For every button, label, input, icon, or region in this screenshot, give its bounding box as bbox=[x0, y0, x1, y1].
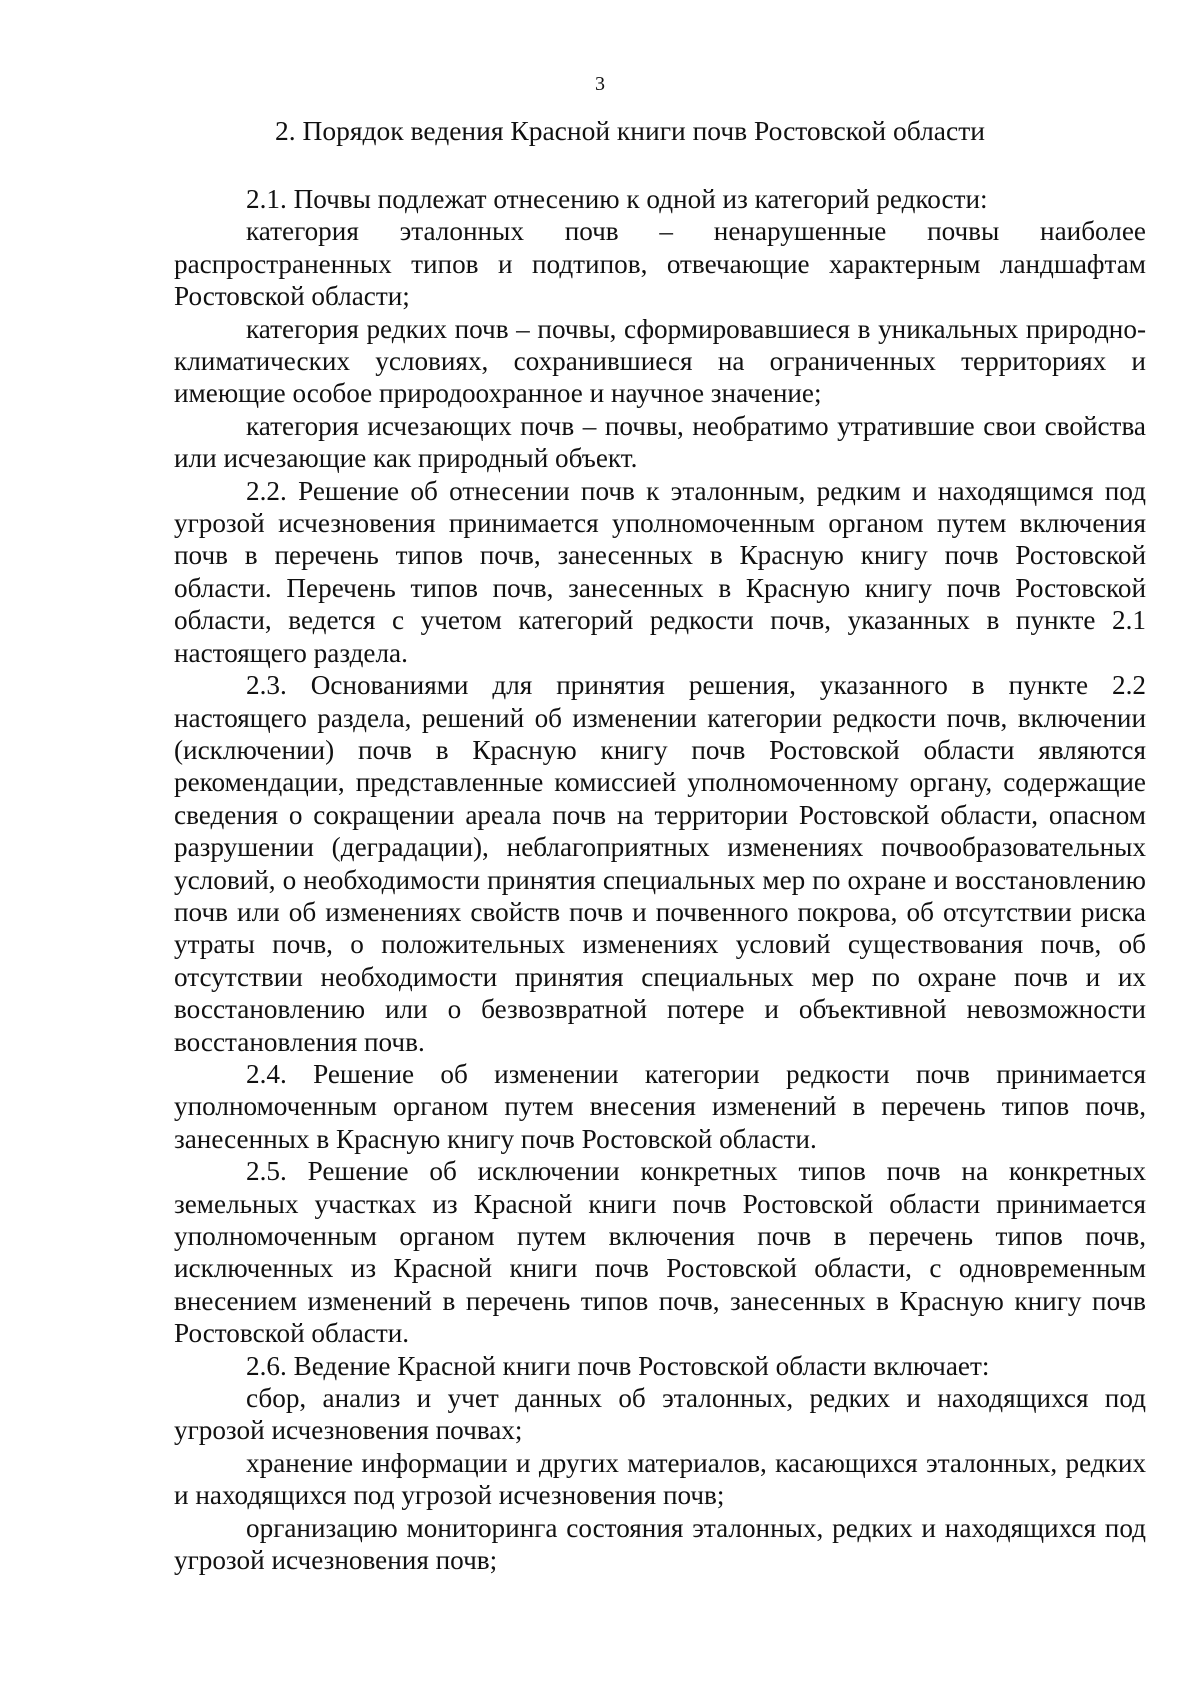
paragraph-2-4: 2.4. Решение об изменении категории редкости почв принимается уполномоченным органом путем внесения изменений в перечень типов почв, занесенных в Красную книгу почв Ростовской области. bbox=[174, 1058, 1146, 1154]
paragraph-2-5: 2.5. Решение об исключении конкретных типов почв на конкретных земельных участках из Красной книги почв Ростовской области принимается уполномоченным органом путем включения почв в перечень типов почв, исключенных из Красной книги почв Ростовской области, с одновременным внесением изменений в перечень типов почв, занесенных в Красную книгу почв Ростовской области. bbox=[174, 1156, 1146, 1349]
section-title: 2. Порядок ведения Красной книги почв Ростовской области bbox=[275, 115, 985, 146]
paragraph-2-2: 2.2. Решение об отнесении почв к эталонным, редким и находящимся под угрозой исчезновения принимается уполномоченным органом путем включения почв в перечень типов почв, занесенных в Красную книгу почв Ростовской области. Перечень типов почв, занесенных в Красную книгу почв Ростовской области, ведется с учетом категорий редкости почв, указанных в пункте 2.1 настоящего раздела. bbox=[174, 475, 1146, 668]
paragraph-category-reference: категория эталонных почв – ненарушенные почвы наиболее распространенных типов и подтипов, отвечающие характерным ландшафтам Ростовской области; bbox=[174, 216, 1146, 312]
paragraph-collection: сбор, анализ и учет данных об эталонных, редких и находящихся под угрозой исчезновения почвах; bbox=[174, 1383, 1146, 1446]
paragraph-2-1: 2.1. Почвы подлежат отнесению к одной из категорий редкости: bbox=[246, 184, 988, 214]
document-body bbox=[174, 183, 1146, 1576]
page-number: 3 bbox=[595, 73, 605, 95]
paragraph-storage: хранение информации и других материалов, касающихся эталонных, редких и находящихся под угрозой исчезновения почв; bbox=[174, 1447, 1146, 1511]
paragraph-category-rare: категория редких почв – почвы, сформировавшиеся в уникальных природно-климатических условиях, сохранившиеся на ограниченных территориях и имеющие особое природоохранное и научное значение; bbox=[174, 313, 1146, 409]
paragraph-monitoring: организацию мониторинга состояния эталонных, редких и находящихся под угрозой исчезновения почв; bbox=[174, 1512, 1146, 1576]
paragraph-2-3: 2.3. Основаниями для принятия решения, указанного в пункте 2.2 настоящего раздела, решений об изменении категории редкости почв, включении (исключении) почв в Красную книгу почв Ростовской области являются рекомендации, представленные комиссией уполномоченному органу, содержащие сведения о сокращении ареала почв на территории Ростовской области, опасном разрушении (деградации), неблагоприятных изменениях почвообразовательных условий, о необходимости принятия специальных мер по охране и восстановлению почв или об изменениях свойств почв и почвенного покрова, об отсутствии риска утраты почв, о положительных изменениях условий существования почв, об отсутствии необходимости принятия специальных мер по охране почв и их восстановлению или о безвозвратной потере и объективной невозможности восстановления почв. bbox=[174, 670, 1146, 1057]
paragraph-category-vanishing: категория исчезающих почв – почвы, необратимо утратившие свои свойства или исчезающие как природный объект. bbox=[174, 410, 1146, 474]
paragraph-2-6: 2.6. Ведение Красной книги почв Ростовской области включает: bbox=[246, 1350, 990, 1381]
